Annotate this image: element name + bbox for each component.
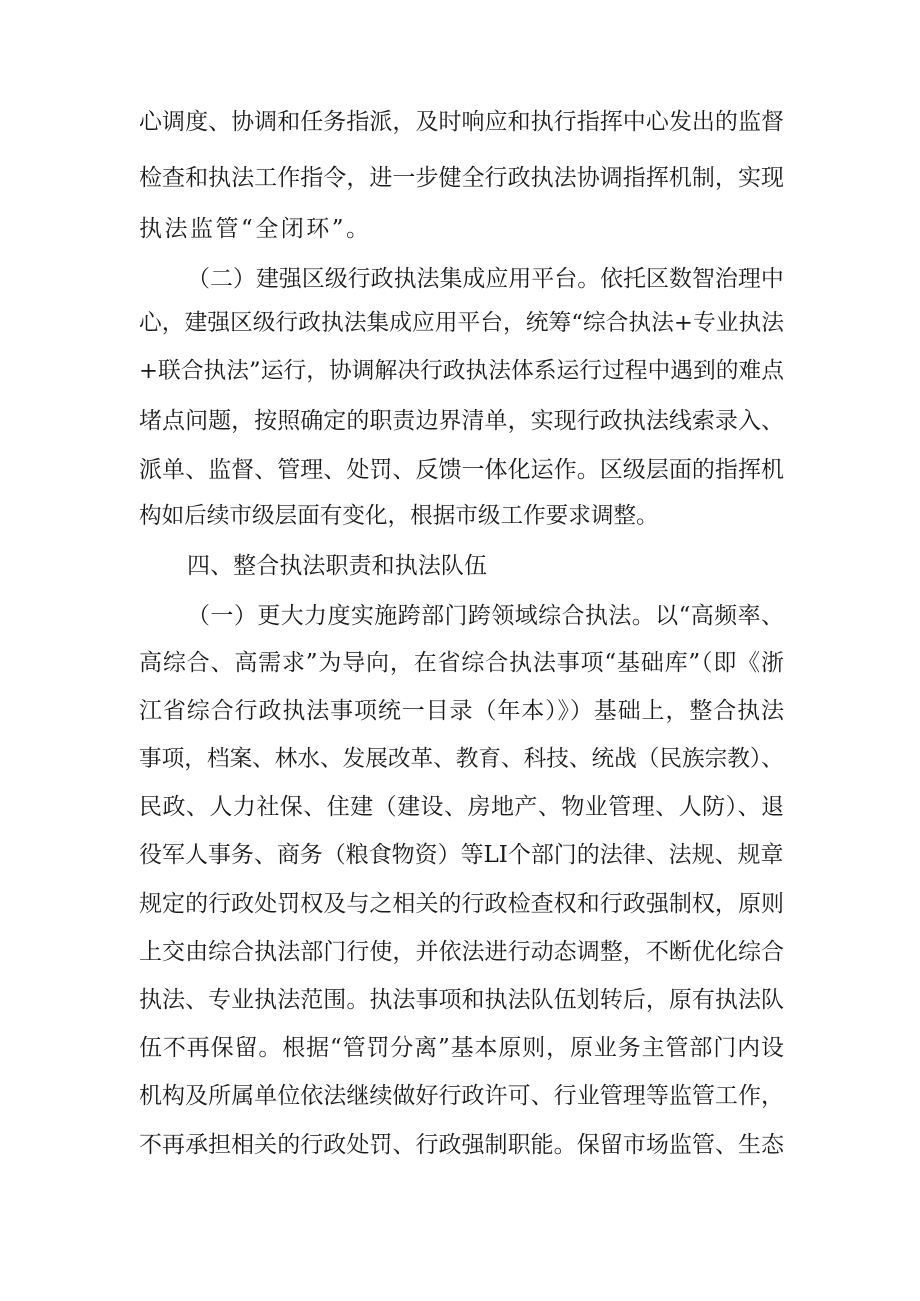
- text-line-19: 执法、专业执法范围。执法事项和执法队伍划转后，原有执法队: [139, 987, 785, 1013]
- text-line-21: 机构及所属单位依法继续做好行政许可、行业管理等监管工作，: [139, 1083, 785, 1109]
- text-line-8: 派单、监督、管理、处罚、反馈一体化运作。区级层面的指挥机: [139, 457, 785, 483]
- text-line-11: （一）更大力度实施跨部门跨领域综合执法。以“高频率、: [187, 603, 785, 629]
- text-line-6: +联合执法”运行，协调解决行政执法体系运行过程中遇到的难点: [139, 358, 784, 384]
- text-line-12: 高综合、高需求”为导向，在省综合执法事项“基础库”（即《浙: [139, 650, 785, 676]
- text-line-4: （二）建强区级行政执法集成应用平台。依托区数智治理中: [187, 266, 784, 292]
- text-line-17: 规定的行政处罚权及与之相关的行政检查权和行政强制权，原则: [139, 891, 785, 917]
- text-line-3: 执法监管“全闭环”。: [139, 216, 372, 242]
- text-line-16: 役军人事务、商务（粮食物资）等LI个部门的法律、法规、规章: [139, 842, 784, 868]
- text-line-7: 堵点问题，按照确定的职责边界清单，实现行政执法线索录入、: [139, 408, 785, 434]
- text-line-22: 不再承担相关的行政处罚、行政强制职能。保留市场监管、生态: [139, 1132, 785, 1158]
- text-line-2: 检查和执法工作指令，进一步健全行政执法协调指挥机制，实现: [139, 165, 785, 191]
- text-line-1: 心调度、协调和任务指派，及时响应和执行指挥中心发出的监督: [139, 109, 785, 135]
- text-line-9: 构如后续市级层面有变化，根据市级工作要求调整。: [139, 503, 659, 529]
- text-line-5: 心，建强区级行政执法集成应用平台，统筹“综合执法+专业执法: [139, 310, 784, 336]
- text-line-18: 上交由综合执法部门行使，并依法进行动态调整，不断优化综合: [139, 939, 785, 965]
- text-line-15: 民政、人力社保、住建（建设、房地产、物业管理、人防）、退: [139, 794, 785, 820]
- text-line-13: 江省综合行政执法事项统一目录（年本）》）基础上，整合执法: [139, 698, 785, 724]
- section-heading: 四、整合执法职责和执法队伍: [187, 553, 488, 579]
- text-line-20: 伍不再保留。根据“管罚分离”基本原则，原业务主管部门内设: [139, 1035, 785, 1061]
- text-line-14: 事项，档案、林水、发展改革、教育、科技、统战（民族宗教）、: [139, 746, 784, 772]
